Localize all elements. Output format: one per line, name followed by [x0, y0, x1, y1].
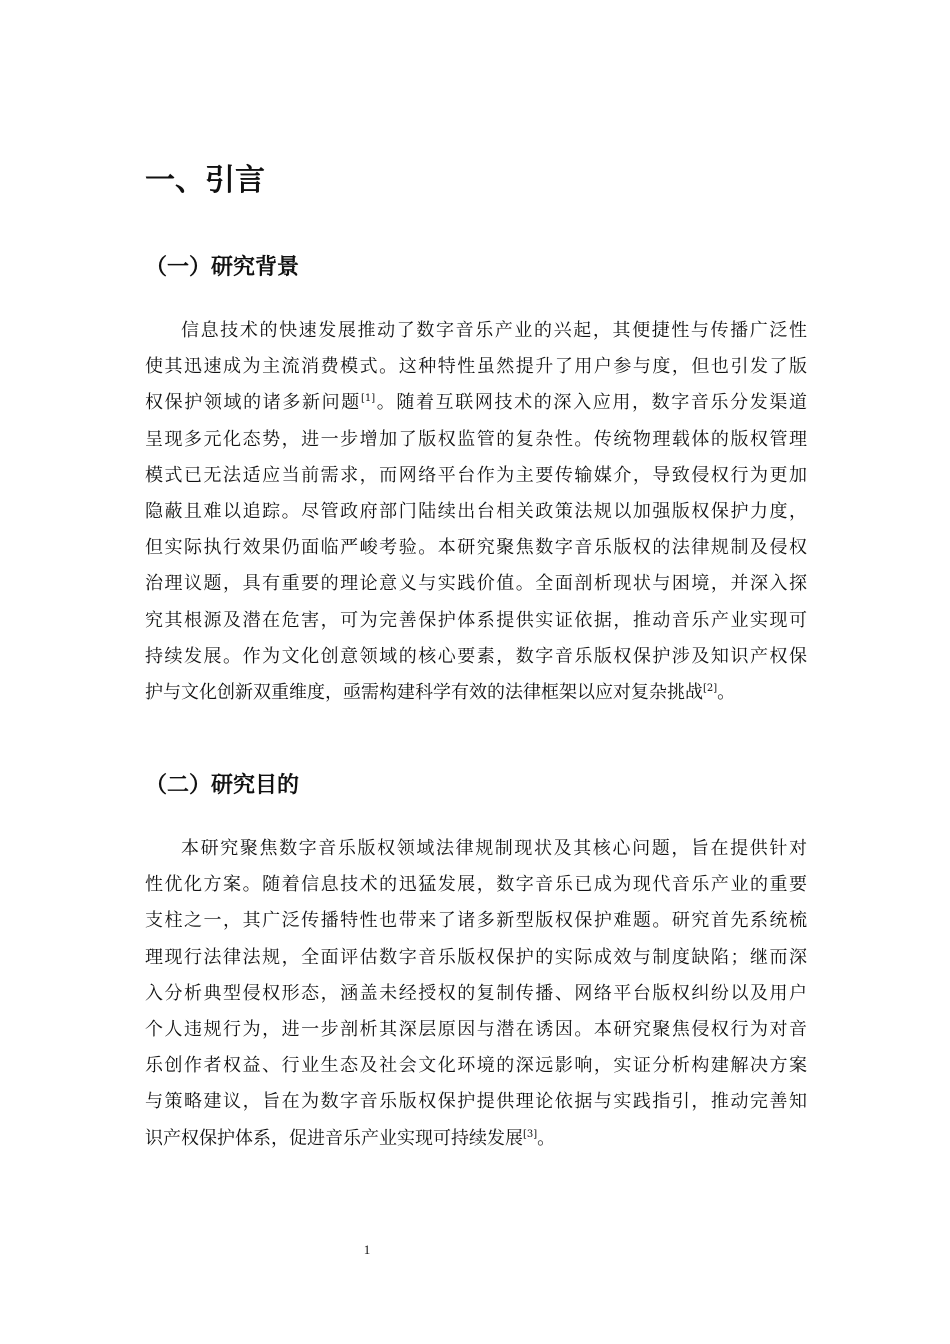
- line-text: 性优化方案。随着信息技术的迅猛发展，数字音乐已成为现代音乐产业的重要: [145, 874, 807, 896]
- text-line: [145, 385, 807, 421]
- text-line: [145, 639, 807, 675]
- text-line: [145, 566, 807, 602]
- line-text: 使其迅速成为主流消费模式。这种特性虽然提升了用户参与度，但也引发了版: [145, 356, 807, 378]
- line-text: 信息技术的快速发展推动了数字音乐产业的兴起，其便捷性与传播广泛性: [181, 320, 807, 341]
- text-line: [145, 940, 807, 976]
- text-line: [145, 1084, 807, 1120]
- line-text: 隐蔽且难以追踪。尽管政府部门陆续出台相关政策法规以加强版权保护力度，: [145, 500, 807, 522]
- text-line: [145, 458, 807, 494]
- line-text: 权保护领域的诸多新问题: [145, 392, 361, 414]
- text-line: [145, 831, 807, 867]
- text-line: [145, 867, 807, 903]
- paragraph-research-purpose: [145, 831, 807, 1157]
- text-line: [145, 1048, 807, 1084]
- chapter-heading: 一、引言: [145, 163, 265, 198]
- page-number: 1: [363, 1242, 371, 1257]
- line-text: 持续发展。作为文化创意领域的核心要素，数字音乐版权保护涉及知识产权保: [145, 645, 807, 667]
- line-text: 治理议题，具有重要的理论意义与实践价值。全面剖析现状与困境，并深入探: [145, 573, 807, 595]
- line-text: 呈现多元化态势，进一步增加了版权监管的复杂性。传统物理载体的版权管理: [145, 428, 807, 450]
- paragraph-research-background: [145, 313, 807, 711]
- line-text: 理现行法律法规，全面评估数字音乐版权保护的实际成效与制度缺陷；继而深: [145, 946, 807, 968]
- text-line: [145, 976, 807, 1012]
- text-line: [145, 530, 807, 566]
- text-line: [145, 494, 807, 530]
- citation-marker: [2]: [703, 682, 718, 694]
- text-line: [145, 675, 807, 711]
- text-line: [145, 1012, 807, 1048]
- line-text: 究其根源及潜在危害，可为完善保护体系提供实证依据，推动音乐产业实现可: [145, 609, 807, 631]
- citation-marker: [1]: [360, 393, 376, 405]
- line-text: 识产权保护体系，促进音乐产业实现可持续发展: [145, 1127, 523, 1149]
- line-text: 乐创作者权益、行业生态及社会文化环境的深远影响，实证分析构建解决方案: [145, 1055, 807, 1077]
- section-heading-purpose: （二）研究目的: [145, 773, 300, 798]
- text-line: [145, 349, 807, 385]
- text-line: [145, 903, 807, 939]
- line-text: 本研究聚焦数字音乐版权领域法律规制现状及其核心问题，旨在提供针对: [181, 838, 807, 859]
- text-line: [145, 603, 807, 639]
- line-text: 个人违规行为，进一步剖析其深层原因与潜在诱因。本研究聚焦侵权行为对音: [145, 1018, 807, 1040]
- line-text: 模式已无法适应当前需求，而网络平台作为主要传输媒介，导致侵权行为更加: [145, 464, 807, 486]
- line-text: 支柱之一，其广泛传播特性也带来了诸多新型版权保护难题。研究首先系统梳: [145, 910, 807, 932]
- line-text-after-citation: 。: [717, 681, 736, 703]
- text-line: [145, 313, 807, 349]
- line-text: 与策略建议，旨在为数字音乐版权保护提供理论依据与实践指引，推动完善知: [145, 1091, 807, 1113]
- text-line: [145, 422, 807, 458]
- section-heading-background: （一）研究背景: [145, 255, 300, 280]
- citation-marker: [3]: [523, 1128, 538, 1140]
- line-text-after-citation: 。: [537, 1127, 556, 1149]
- line-text: 护与文化创新双重维度，亟需构建科学有效的法律框架以应对复杂挑战: [145, 681, 703, 703]
- line-text-after-citation: 。随着互联网技术的深入应用，数字音乐分发渠道: [375, 392, 807, 414]
- text-line: [145, 1121, 807, 1157]
- line-text: 但实际执行效果仍面临严峻考验。本研究聚焦数字音乐版权的法律规制及侵权: [145, 537, 807, 559]
- line-text: 入分析典型侵权形态，涵盖未经授权的复制传播、网络平台版权纠纷以及用户: [145, 982, 807, 1004]
